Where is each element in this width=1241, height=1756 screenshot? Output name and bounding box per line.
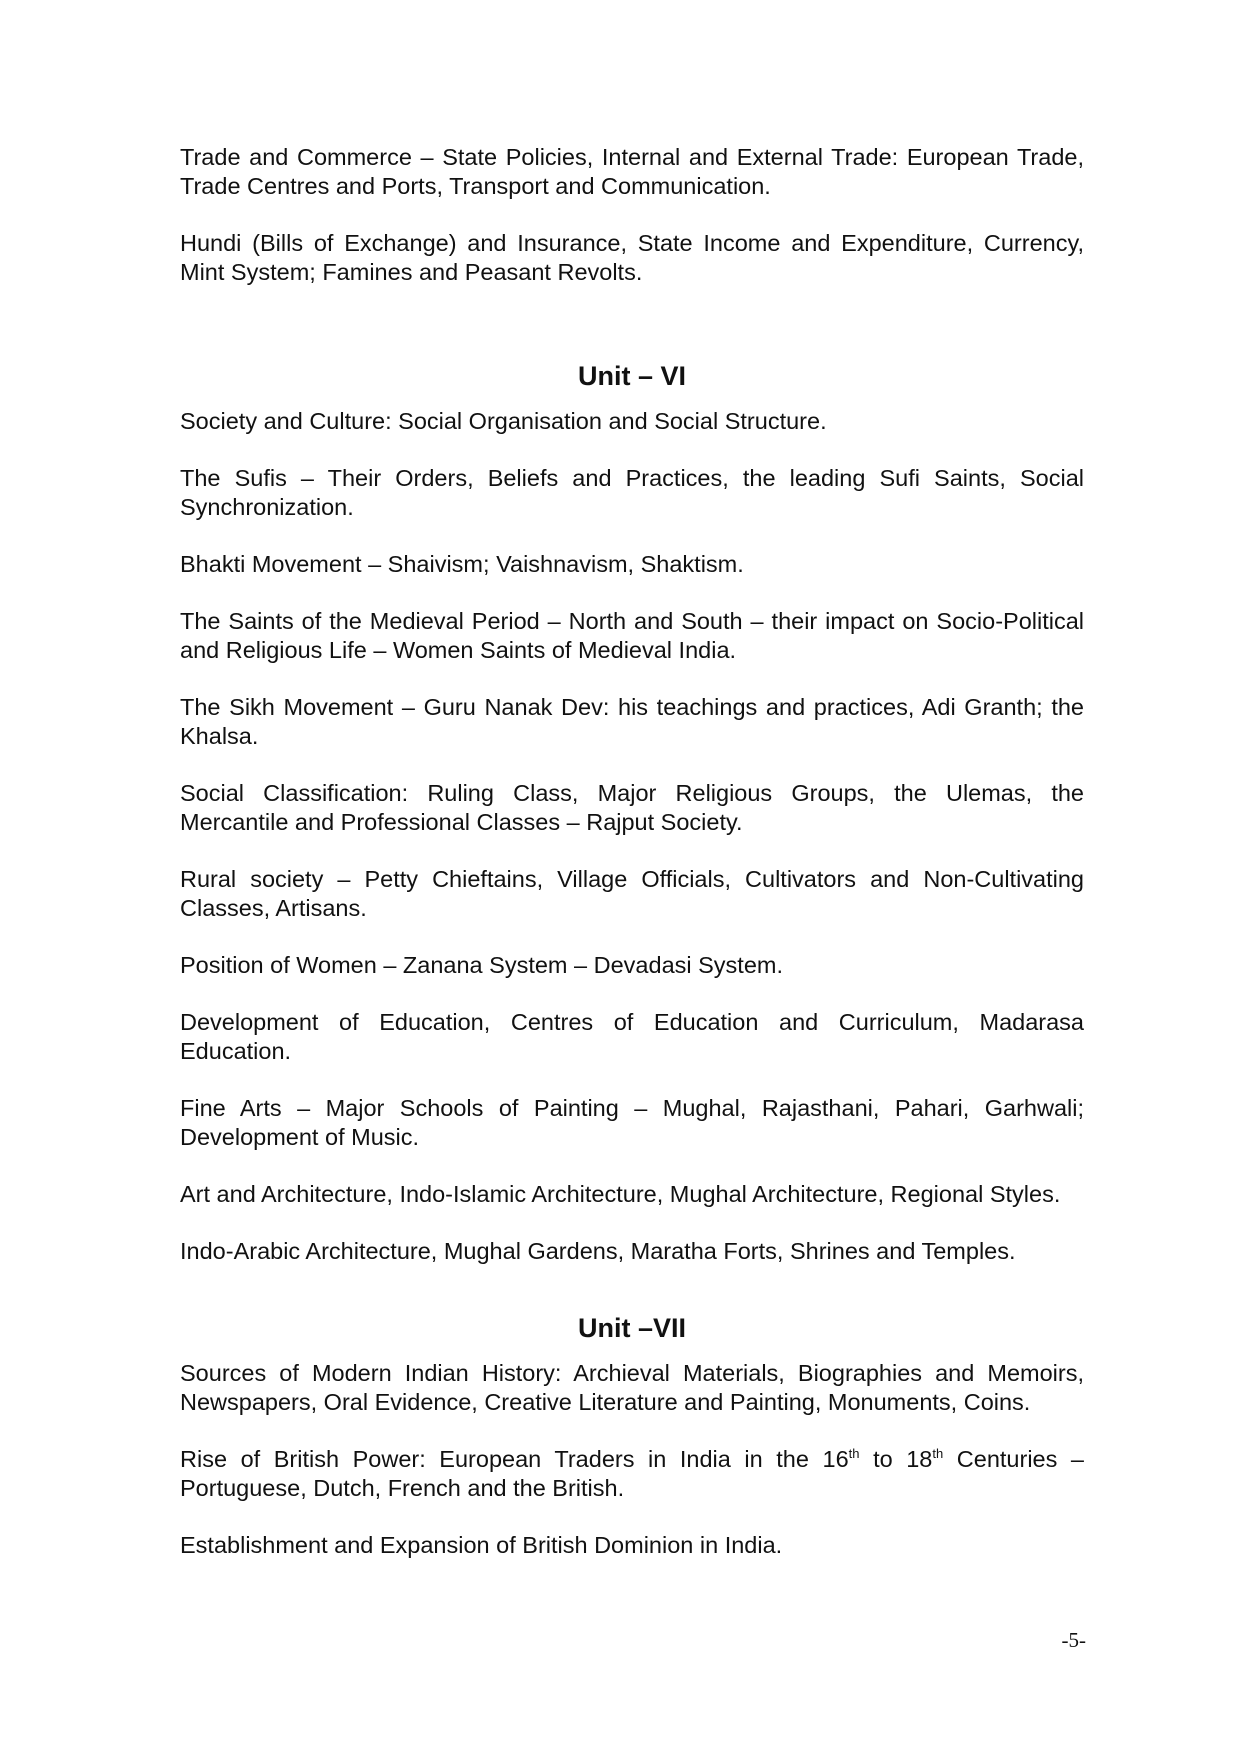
rise-british-text-1: Rise of British Power: European Traders in India in the 16 bbox=[180, 1446, 849, 1472]
document-page bbox=[180, 143, 1084, 1588]
paragraph-rise-british bbox=[180, 1445, 1084, 1503]
paragraph-hundi: Hundi (Bills of Exchange) and Insurance, State Income and Expenditure, Currency, Mint System; Famines and Peasant Revolts. bbox=[180, 230, 1084, 285]
rise-british-text-2: to 18 bbox=[859, 1446, 933, 1472]
paragraph-sufis: The Sufis – Their Orders, Beliefs and Practices, the leading Sufi Saints, Social Synchronization. bbox=[180, 465, 1084, 520]
paragraph-art-architecture: Art and Architecture, Indo-Islamic Architecture, Mughal Architecture, Regional Styles. bbox=[180, 1181, 1061, 1207]
paragraph-society-culture: Society and Culture: Social Organisation and Social Structure. bbox=[180, 408, 827, 434]
rise-british-text-3: Centuries – Portuguese, Dutch, French and the British. bbox=[180, 1446, 1084, 1501]
paragraph-sources: Sources of Modern Indian History: Archieval Materials, Biographies and Memoirs, Newspapers, Oral Evidence, Creative Literature and Painting, Monuments, Coins. bbox=[180, 1360, 1084, 1415]
superscript-th-2: th bbox=[932, 1446, 944, 1461]
paragraph-establishment: Establishment and Expansion of British Dominion in India. bbox=[180, 1532, 783, 1558]
paragraph-trade-commerce: Trade and Commerce – State Policies, Internal and External Trade: European Trade, Trade Centres and Ports, Transport and Communication. bbox=[180, 144, 1084, 199]
paragraph-bhakti: Bhakti Movement – Shaivism; Vaishnavism, Shaktism. bbox=[180, 551, 744, 577]
paragraph-women: Position of Women – Zanana System – Devadasi System. bbox=[180, 952, 784, 978]
unit-vi-heading: Unit – VI bbox=[577, 361, 686, 391]
page-number: -5- bbox=[1061, 1628, 1086, 1652]
paragraph-education: Development of Education, Centres of Education and Curriculum, Madarasa Education. bbox=[180, 1009, 1084, 1064]
paragraph-indo-arabic: Indo-Arabic Architecture, Mughal Gardens, Maratha Forts, Shrines and Temples. bbox=[180, 1238, 1016, 1264]
paragraph-rural-society: Rural society – Petty Chieftains, Village Officials, Cultivators and Non-Cultivating Classes, Artisans. bbox=[180, 866, 1084, 921]
paragraph-saints: The Saints of the Medieval Period – North and South – their impact on Socio-Political and Religious Life – Women Saints of Medieval India. bbox=[180, 608, 1084, 663]
paragraph-social-classification: Social Classification: Ruling Class, Major Religious Groups, the Ulemas, the Mercantile and Professional Classes – Rajput Society. bbox=[180, 780, 1084, 835]
unit-vii-heading: Unit –VII bbox=[577, 1313, 686, 1343]
paragraph-sikh: The Sikh Movement – Guru Nanak Dev: his teachings and practices, Adi Granth; the Khalsa. bbox=[180, 694, 1084, 749]
superscript-th-1: th bbox=[848, 1446, 860, 1461]
paragraph-fine-arts: Fine Arts – Major Schools of Painting – Mughal, Rajasthani, Pahari, Garhwali; Development of Music. bbox=[180, 1095, 1084, 1150]
